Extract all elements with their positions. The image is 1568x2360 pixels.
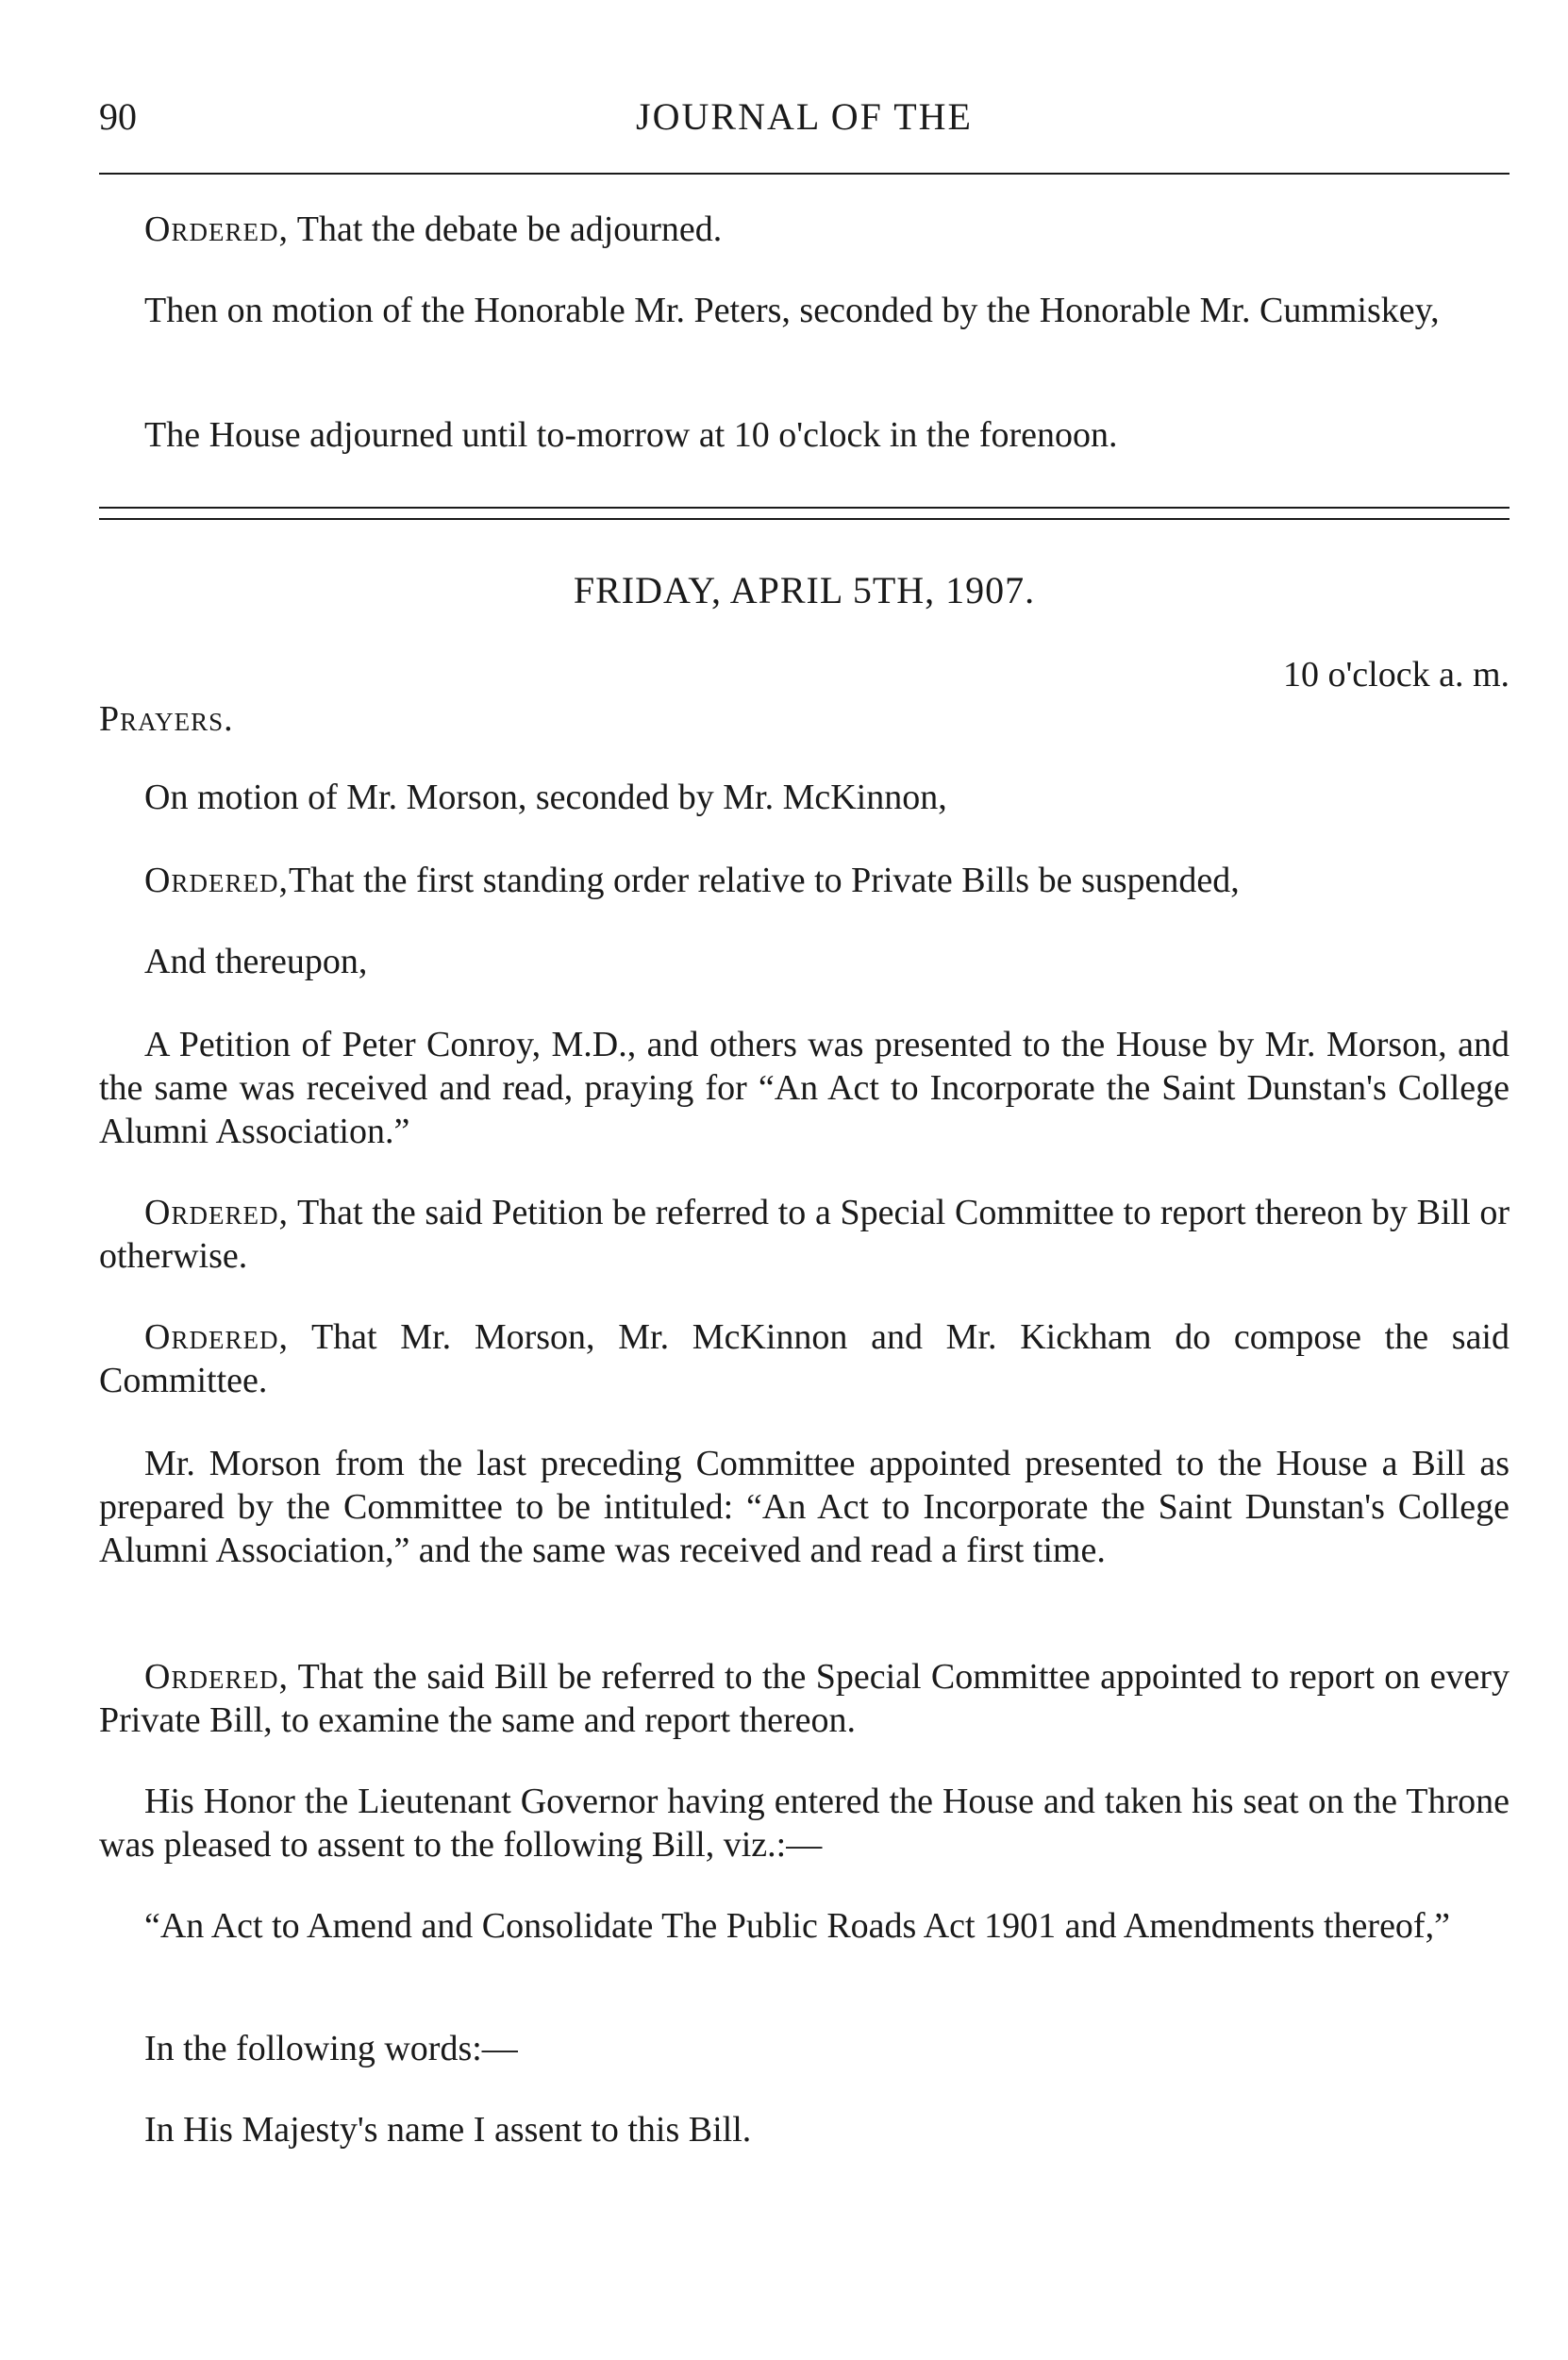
paragraph-text: That the said Petition be referred to a Special Committee to report thereon by Bill or otherwise. — [99, 1193, 1510, 1276]
ordered-debate-adjourned — [99, 208, 1510, 251]
act-title-paragraph: “An Act to Amend and Consolidate The Public Roads Act 1901 and Amendments thereof,” — [144, 1906, 1450, 1946]
motion-morson-paragraph: On motion of Mr. Morson, seconded by Mr. McKinnon, — [144, 778, 947, 817]
following-words-paragraph: In the following words:— — [144, 2029, 518, 2068]
motion-paragraph: Then on motion of the Honorable Mr. Peters, seconded by the Honorable Mr. Cummiskey, — [144, 291, 1440, 330]
ordered-label: Ordered, — [144, 209, 289, 249]
thereupon-paragraph: And thereupon, — [144, 942, 368, 981]
ordered-label: Ordered, — [144, 1657, 289, 1697]
running-title: JOURNAL OF THE — [636, 95, 973, 138]
ordered-bill-referred-paragraph — [99, 1655, 1510, 1742]
ordered-refer-petition-paragraph — [99, 1191, 1510, 1278]
page-number: 90 — [99, 95, 137, 138]
ordered-label: Ordered, — [144, 1317, 289, 1357]
paragraph-text: That Mr. Morson, Mr. McKinnon and Mr. Kickham do compose the said Committee. — [99, 1317, 1510, 1400]
petition-paragraph: A Petition of Peter Conroy, M.D., and others was presented to the House by Mr. Morson, and the same was received and read, praying for “An Act to Incorporate the Saint Dunstan's College Alumni Association.” — [99, 1025, 1510, 1151]
paragraph-text: That the debate be adjourned. — [288, 209, 723, 249]
paragraph-text: That the first standing order relative to Private Bills be suspended, — [288, 861, 1240, 900]
lieutenant-governor-paragraph: His Honor the Lieutenant Governor having entered the House and taken his seat on the Throne was pleased to assent to the following Bill, viz.:— — [99, 1782, 1510, 1865]
ordered-label: Ordered, — [144, 1193, 289, 1232]
house-adjourned-paragraph: The House adjourned until to-morrow at 10 o'clock in the forenoon. — [144, 415, 1118, 455]
bill-presented-paragraph: Mr. Morson from the last preceding Committee appointed presented to the House a Bill as prepared by the Committee to be intituled: “An Act to Incorporate the Saint Dunstan's College Alumni Association,” and the same was received and read a first time. — [99, 1444, 1510, 1570]
header-rule — [99, 173, 1510, 175]
section-divider-upper — [99, 507, 1510, 509]
prayers-heading: Prayers. — [99, 699, 234, 739]
ordered-committee-paragraph — [99, 1315, 1510, 1402]
ordered-suspend-paragraph — [99, 859, 1510, 902]
assent-paragraph: In His Majesty's name I assent to this Bill. — [144, 2110, 752, 2150]
section-divider-lower — [99, 518, 1510, 520]
page-header — [99, 94, 1510, 151]
paragraph-text: That the said Bill be referred to the Special Committee appointed to report on every Private Bill, to examine the same and report thereon. — [99, 1657, 1510, 1740]
date-heading: FRIDAY, APRIL 5TH, 1907. — [573, 569, 1036, 611]
ordered-label: Ordered, — [144, 861, 289, 900]
sitting-time: 10 o'clock a. m. — [1282, 655, 1510, 695]
